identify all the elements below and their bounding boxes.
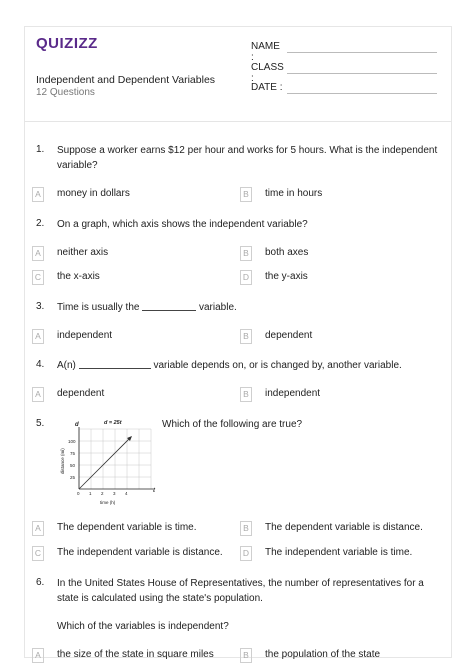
class-field[interactable] xyxy=(251,62,285,84)
x-axis-label: time (h) xyxy=(100,500,116,505)
option-letter: D xyxy=(240,546,252,561)
option-text: the size of the state in square miles xyxy=(57,649,214,660)
question-text: Suppose a worker earns $12 per hour and works for 5 hours. What is the independent variable? xyxy=(57,145,438,171)
option-letter: D xyxy=(240,270,252,285)
option-text: independent xyxy=(265,388,321,399)
option-text: the population of the state xyxy=(265,649,381,660)
option-text: The dependent variable is distance. xyxy=(265,522,423,533)
graph-grid xyxy=(79,429,151,489)
option-text: both axes xyxy=(265,247,309,258)
fill-in-blank xyxy=(79,368,151,369)
x-tick-label: 1 xyxy=(89,491,92,496)
x-tick-label: 2 xyxy=(101,491,104,496)
fill-in-blank xyxy=(142,310,196,311)
question-text xyxy=(57,358,442,373)
option-text: money in dollars xyxy=(57,188,130,199)
question-number: 1. xyxy=(36,144,45,155)
question-text-after: variable. xyxy=(199,302,237,313)
question-text-after: variable depends on, or is changed by, another variable. xyxy=(153,360,402,371)
graph-axes xyxy=(79,427,153,489)
option-letter: B xyxy=(240,246,252,261)
option-letter: A xyxy=(32,187,44,202)
option-text: The dependent variable is time. xyxy=(57,522,197,533)
quizizz-logo: QUIZIZZ xyxy=(36,35,98,52)
header-divider xyxy=(24,121,452,122)
option-text: The independent variable is time. xyxy=(265,547,413,558)
graph-equation: d = 25t xyxy=(104,420,122,426)
option-text: dependent xyxy=(57,388,105,399)
question-text: On a graph, which axis shows the independent variable? xyxy=(57,219,308,230)
option-letter: A xyxy=(32,329,44,344)
y-tick-label: 25 xyxy=(70,475,76,480)
name-field[interactable] xyxy=(251,41,285,63)
y-tick-label: 100 xyxy=(68,439,76,444)
option-text: neither axis xyxy=(57,247,109,258)
question-text xyxy=(57,300,442,315)
option-letter: C xyxy=(32,270,44,285)
option-letter: B xyxy=(240,329,252,344)
class-line xyxy=(287,73,437,74)
x-tick-label: 4 xyxy=(125,491,128,496)
option-letter: A xyxy=(32,246,44,261)
x-tick-label: 3 xyxy=(113,491,116,496)
option-text: the y-axis xyxy=(265,271,308,282)
option-text: The independent variable is distance. xyxy=(57,547,223,558)
option-letter: A xyxy=(32,521,44,536)
option-letter: A xyxy=(32,387,44,402)
worksheet-title: Independent and Dependent Variables xyxy=(36,74,216,86)
date-line xyxy=(287,93,437,94)
data-line xyxy=(79,438,130,489)
question-count: 12 Questions xyxy=(36,87,95,98)
option-text: time in hours xyxy=(265,188,323,199)
option-letter: B xyxy=(240,387,252,402)
date-field[interactable] xyxy=(251,82,285,93)
question-number: 2. xyxy=(36,218,45,229)
question-text: In the United States House of Representatives, the number of representatives for a state is calculated using the state's population. xyxy=(57,578,424,604)
date-label: DATE : xyxy=(251,82,283,93)
option-letter: B xyxy=(240,521,252,536)
x-axis-letter: t xyxy=(153,488,155,494)
question-number: 4. xyxy=(36,359,45,370)
option-text: independent xyxy=(57,330,113,341)
class-label: CLASS : xyxy=(251,62,284,84)
x-tick-label: 0 xyxy=(77,491,80,496)
option-letter: B xyxy=(240,187,252,202)
option-text: the x-axis xyxy=(57,271,100,282)
question-number: 6. xyxy=(36,577,45,588)
question-text-before: Time is usually the xyxy=(57,302,140,313)
name-line xyxy=(287,52,437,53)
option-letter: A xyxy=(32,648,44,663)
y-tick-label: 50 xyxy=(70,463,76,468)
y-axis-letter: d xyxy=(75,422,79,428)
option-letter: C xyxy=(32,546,44,561)
question-number: 5. xyxy=(36,418,45,429)
question-text: Which of the following are true? xyxy=(162,419,303,430)
option-letter: B xyxy=(240,648,252,663)
y-axis-label: distance (mi) xyxy=(60,448,65,474)
y-tick-label: 75 xyxy=(70,451,76,456)
option-text: dependent xyxy=(265,330,313,341)
question-text-before: A(n) xyxy=(57,360,76,371)
distance-time-graph xyxy=(56,414,158,510)
question-text-secondary: Which of the variables is independent? xyxy=(57,621,229,632)
question-number: 3. xyxy=(36,301,45,312)
name-label: NAME : xyxy=(251,41,280,63)
